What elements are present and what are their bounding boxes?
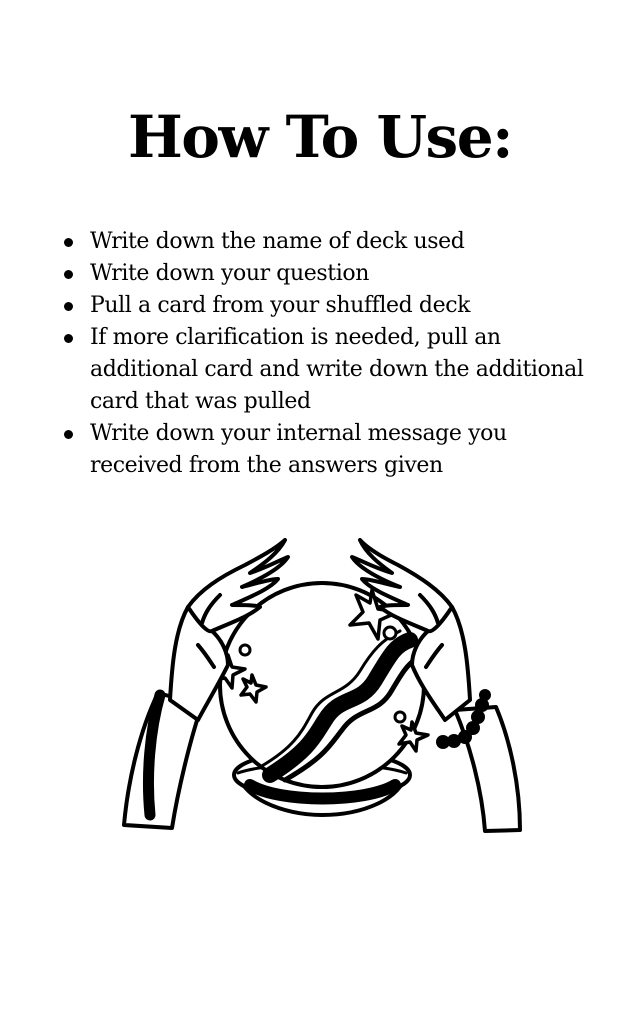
list-item [90, 290, 600, 322]
bullet-icon [64, 334, 73, 343]
bullet-icon [64, 302, 73, 311]
list-item-text: Write down your question [90, 261, 369, 286]
bullet-icon [64, 238, 73, 247]
page-title: How To Use: [127, 103, 513, 171]
list-item-text: Pull a card from your shuffled deck [90, 293, 471, 318]
bullet-icon [64, 430, 73, 439]
crystal-ball-hands-icon [110, 535, 530, 850]
list-item [90, 258, 600, 290]
list-item [90, 418, 600, 482]
bullet-icon [64, 270, 73, 279]
right-sleeve [455, 707, 520, 831]
list-item-text: If more clarification is needed, pull an additional card and write down the additional card that was pulled [90, 325, 584, 414]
list-item [90, 226, 600, 258]
list-item [90, 322, 600, 418]
list-item-text: Write down the name of deck used [90, 229, 465, 254]
instructions-list [90, 226, 600, 482]
list-item-text: Write down your internal message you received from the answers given [90, 421, 507, 478]
